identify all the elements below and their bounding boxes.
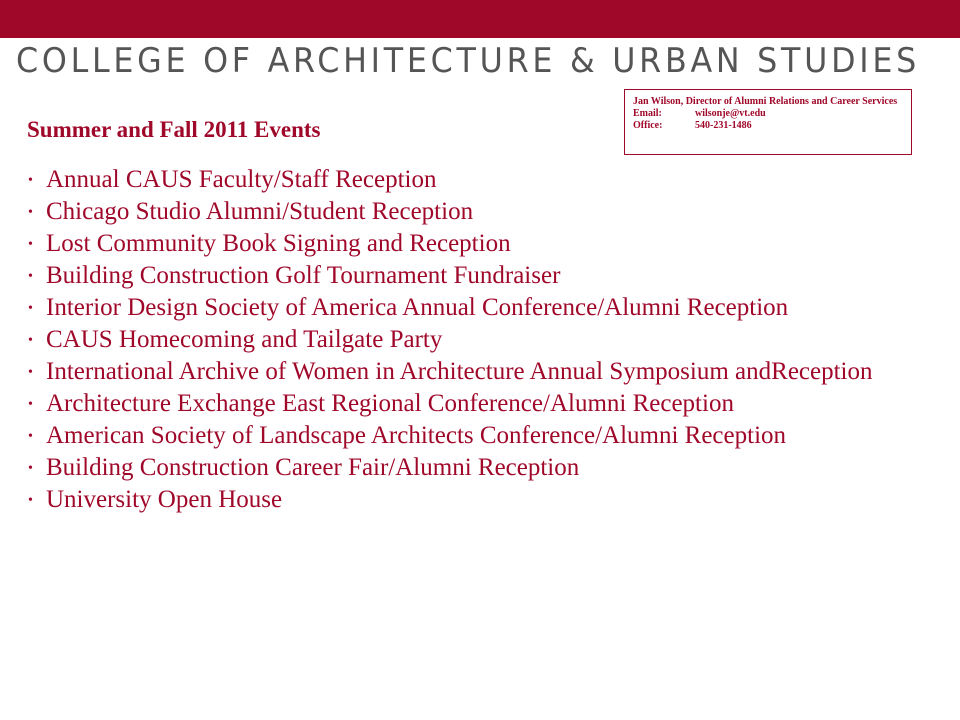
event-text: Annual CAUS Faculty/Staff Reception bbox=[46, 166, 437, 193]
bullet-icon: • bbox=[28, 173, 33, 188]
event-item bbox=[28, 424, 928, 447]
event-item bbox=[28, 456, 928, 479]
bullet-icon: • bbox=[28, 205, 33, 220]
college-title-banner bbox=[14, 40, 954, 82]
contact-info-box bbox=[624, 89, 912, 155]
event-list bbox=[28, 168, 928, 520]
bullet-icon: • bbox=[28, 493, 33, 508]
event-item bbox=[28, 232, 928, 255]
bullet-icon: • bbox=[28, 429, 33, 444]
contact-email-row bbox=[633, 108, 903, 120]
event-text: Interior Design Society of America Annual Conference/Alumni Reception bbox=[46, 294, 789, 321]
event-text: American Society of Landscape Architects Conference/Alumni Reception bbox=[46, 422, 787, 449]
event-text: Architecture Exchange East Regional Conference/Alumni Reception bbox=[46, 390, 734, 417]
top-banner-bar bbox=[0, 0, 960, 38]
event-item bbox=[28, 296, 928, 319]
contact-office-row bbox=[633, 120, 903, 132]
event-text: Building Construction Golf Tournament Fundraiser bbox=[46, 262, 561, 289]
event-text: University Open House bbox=[46, 486, 283, 513]
office-label: Office: bbox=[633, 120, 663, 131]
event-item bbox=[28, 200, 928, 223]
event-text: Building Construction Career Fair/Alumni Reception bbox=[46, 454, 580, 481]
email-label: Email: bbox=[633, 108, 662, 119]
bullet-icon: • bbox=[28, 365, 33, 380]
event-item bbox=[28, 328, 928, 351]
email-value[interactable]: wilsonje@vt.edu bbox=[695, 108, 766, 119]
bullet-icon: • bbox=[28, 301, 33, 316]
event-text: Chicago Studio Alumni/Student Reception bbox=[46, 198, 474, 225]
event-text: Lost Community Book Signing and Reception bbox=[46, 230, 511, 257]
office-phone-value: 540-231-1486 bbox=[695, 120, 752, 131]
event-item bbox=[28, 168, 928, 191]
college-title-text: COLLEGE OF ARCHITECTURE & URBAN STUDIES bbox=[16, 41, 920, 81]
bullet-icon: • bbox=[28, 269, 33, 284]
bullet-icon: • bbox=[28, 333, 33, 348]
bullet-icon: • bbox=[28, 461, 33, 476]
event-item bbox=[28, 360, 928, 383]
event-text: CAUS Homecoming and Tailgate Party bbox=[46, 326, 443, 353]
event-item bbox=[28, 392, 928, 415]
bullet-icon: • bbox=[28, 397, 33, 412]
contact-name-title: Jan Wilson, Director of Alumni Relations and Career Services bbox=[633, 96, 898, 107]
event-item bbox=[28, 488, 928, 511]
section-heading: Summer and Fall 2011 Events bbox=[27, 117, 321, 142]
bullet-icon: • bbox=[28, 237, 33, 252]
event-item bbox=[28, 264, 928, 287]
event-text: International Archive of Women in Architecture Annual Symposium andReception bbox=[46, 358, 873, 385]
